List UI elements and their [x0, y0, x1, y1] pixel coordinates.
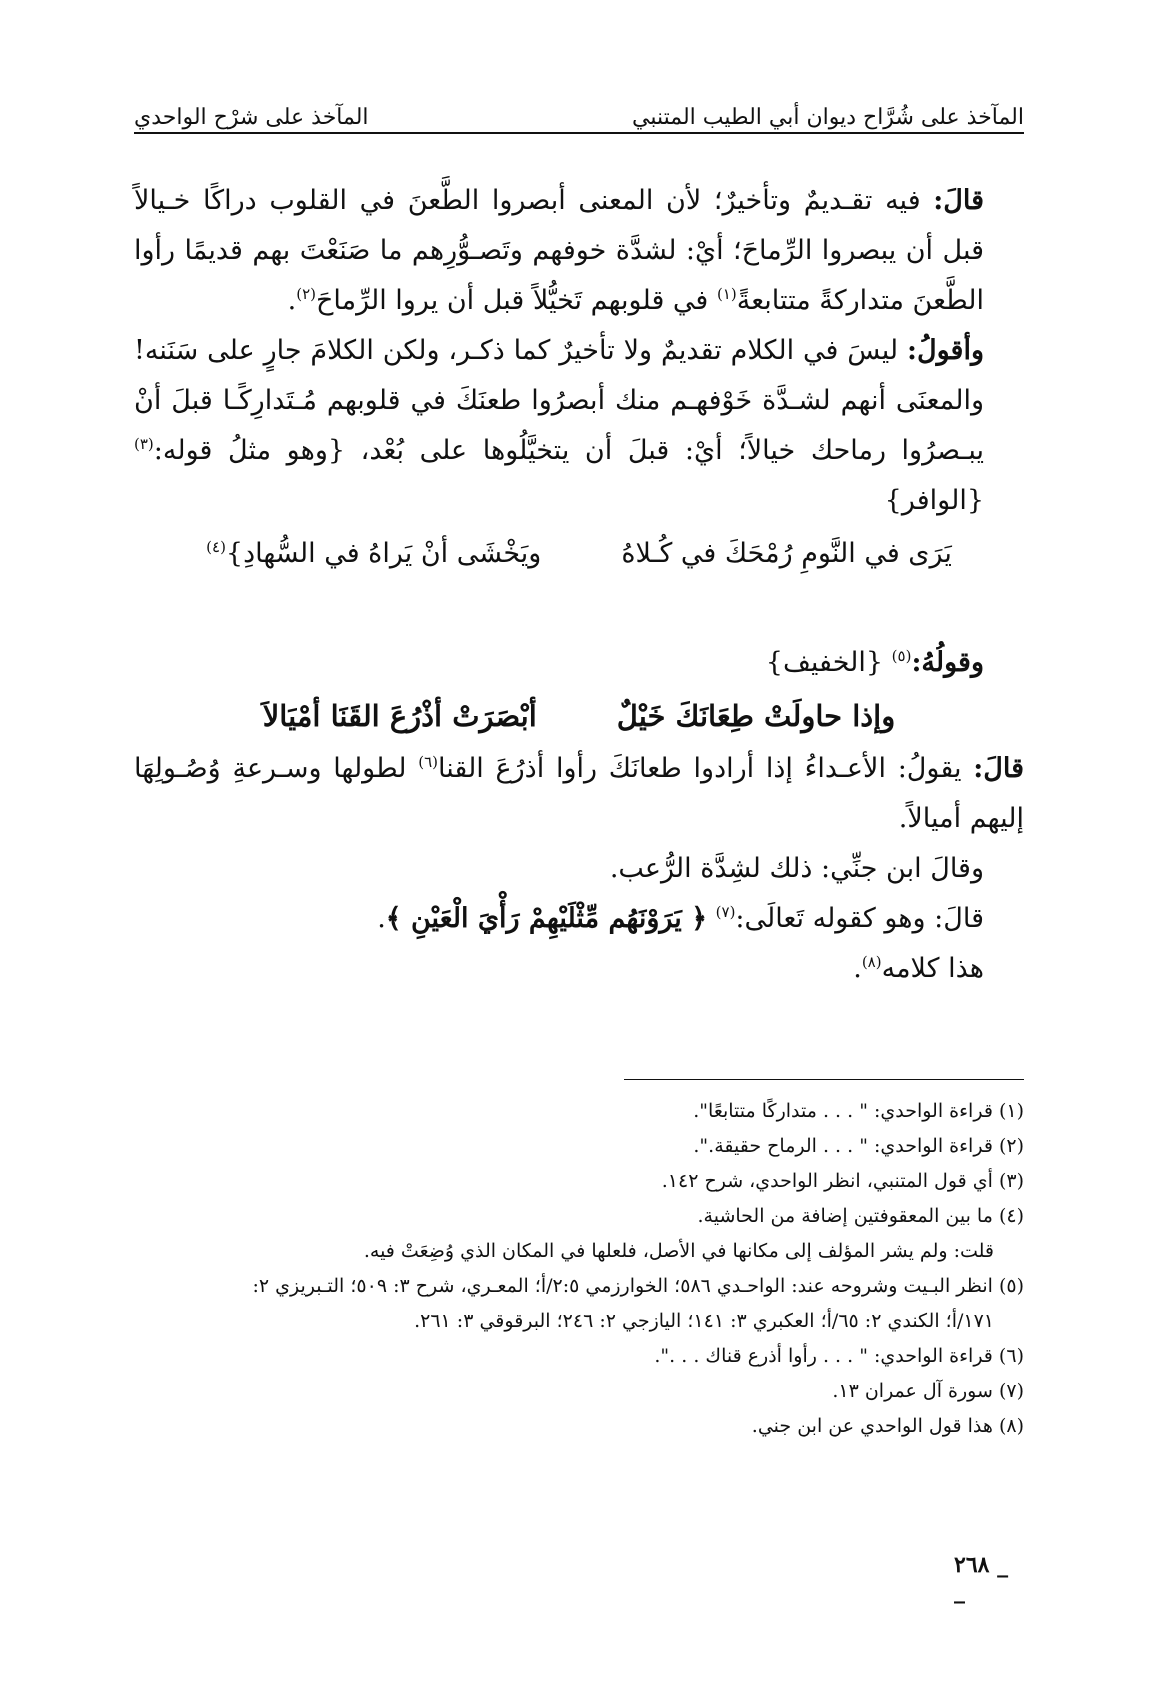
paragraph-text: فيه تقـديمٌ وتأخيرٌ؛ لأن المعنى أبصروا الطَّعنَ في القلوب دراكًا خـيالاً قبل أن يبصروا الرِّماحَ؛ أيْ: لشدَّة خوفهم وتَصـوُّرِهم ما صَنَعْتَ بهم قديمًا رأوا الطَّعنَ متداركةً متتابعةً [134, 185, 984, 316]
footnote-ref[interactable]: (١) [716, 285, 737, 303]
footnote-5: (٥) انظر البـيت وشروحه عند: الواحـدي ٥٨٦؛ الخوارزمي ٢:٥/أ؛ المعـري، شرح ٣: ٥٠٩؛ التـبريزي ٢: [252, 1275, 1024, 1297]
spacer [134, 582, 1024, 638]
footnote-2: (٢) قراءة الواحدي: " . . . الرماح حقيقة.". [693, 1135, 1024, 1157]
punctuation: . [287, 285, 297, 316]
verse-1 [134, 526, 1024, 582]
meter-label: {الوافر} [884, 485, 984, 516]
footnote-ref[interactable]: (٢) [296, 285, 316, 303]
punctuation: . [377, 903, 386, 934]
main-text [134, 176, 1024, 994]
footnote-ref[interactable]: (٤) [206, 538, 226, 556]
header-section-title: المآخذ على شرْح الواحدي [134, 105, 369, 130]
header-rule [134, 132, 1024, 134]
paragraph-text: يقولُ: الأعـداءُ إذا أرادوا طعانَكَ رأوا أذرُعَ القنا [438, 753, 962, 784]
speaker-label: قالَ: [933, 185, 985, 216]
paragraph-text: في قلوبهم تَخيُّلاً قبل أن يروا الرِّماحَ [315, 285, 709, 316]
meter-label: {الخفيف} [765, 647, 884, 678]
footnote-7: (٧) سورة آل عمران ١٣. [832, 1380, 1024, 1402]
running-header [134, 86, 1024, 130]
footnote-ref[interactable]: (٦) [418, 753, 439, 771]
page-number: _ ٢٦٨ _ [954, 1552, 1009, 1604]
paragraph-text: لطولها وسـرعةِ وُصُـولِهَا إليهم أميالاً. [134, 753, 1024, 834]
footnote-3: (٣) أي قول المتنبي، انظر الواحدي، شرح ١٤٢. [661, 1170, 1024, 1192]
footnote-5-continued: ١٧١/أ؛ الكندي ٢: ٦٥/أ؛ العكبري ٣: ١٤١؛ اليازجي ٢: ٢٤٦؛ البرقوقي ٣: ٢٦١. [414, 1310, 994, 1332]
verse-second-hemistich: أبْصَرَتْ أذْرُعَ القَنَا أمْيَالاَ [262, 699, 537, 733]
paragraph-quran-citation [134, 894, 1024, 944]
footnote-ref[interactable]: (٣) [134, 435, 154, 453]
speaker-label: قالَ: [973, 753, 1024, 784]
paragraph-author-response [134, 326, 1024, 526]
paragraph-commentary-2 [134, 744, 1024, 844]
footnote-4: (٤) ما بين المعقوفتين إضافة من الحاشية. [697, 1205, 1024, 1227]
footnote-ref[interactable]: (٧) [715, 903, 736, 921]
paragraph-text: ليسَ في الكلام تقديمٌ ولا تأخيرٌ كما ذكـر، ولكن الكلامَ جارٍ على سَنَنه! والمعنَى أنهم لشـدَّة خَوْفهـم منك أبصرُوا طعنَكَ في قلوبهم مُـتَدارِكًـا قبلَ أنْ يبـصرُوا رماحك خيالاً؛ أيْ: قبلَ أن يتخيَّلُوها على بُعْد، {وهو مثلُ قوله: [134, 335, 984, 466]
paragraph-ibn-jinni [134, 844, 1024, 894]
speaker-label: وقولُهُ: [911, 647, 984, 678]
verse-first-hemistich: يَرَى في النَّومِ رُمْحَكَ في كُـلاهُ [621, 538, 952, 569]
footnote-8: (٨) هذا قول الواحدي عن ابن جني. [751, 1415, 1024, 1437]
hemistich-text: ويَخْشَى أنْ يَراهُ في السُّهادِ} [225, 538, 542, 569]
punctuation: . [853, 953, 862, 984]
paragraph-commentary-1 [134, 176, 1024, 326]
paragraph-text: هذا كلامه [881, 953, 984, 984]
speaker-label: وأقولُ: [907, 335, 984, 366]
footnote-ref[interactable]: (٨) [861, 953, 882, 971]
verse-2 [134, 688, 1024, 744]
paragraph-closing [134, 944, 1024, 994]
paragraph-text: وقالَ ابن جنِّي: ذلك لشِدَّة الرُّعب. [609, 853, 984, 884]
footnote-4-note: قلت: ولم يشر المؤلف إلى مكانها في الأصل، فلعلها في المكان الذي وُضِعَتْ فيه. [363, 1240, 994, 1262]
footnote-separator [624, 1079, 1024, 1080]
verse-first-hemistich: وإذا حاولَتْ طِعَانَكَ خَيْلٌ [616, 699, 896, 733]
header-book-title: المآخذ على شُرَّاح ديوان أبي الطيب المتنبي [632, 105, 1024, 130]
footnote-ref[interactable]: (٥) [891, 647, 912, 665]
quran-verse: ﴿ يَرَوْنَهُم مِّثْلَيْهِمْ رَأْيَ الْعَيْنِ ﴾ [385, 903, 708, 934]
footnotes [134, 1094, 1024, 1444]
verse-second-hemistich [206, 526, 541, 582]
paragraph-text: قالَ: وهو كقوله تَعالَى: [735, 903, 984, 934]
paragraph-verse-intro [134, 638, 1024, 688]
footnote-1: (١) قراءة الواحدي: " . . . متداركًا متتابعًا". [693, 1100, 1024, 1122]
footnote-6: (٦) قراءة الواحدي: " . . . رأوا أذرع قناك . . .". [654, 1345, 1024, 1367]
